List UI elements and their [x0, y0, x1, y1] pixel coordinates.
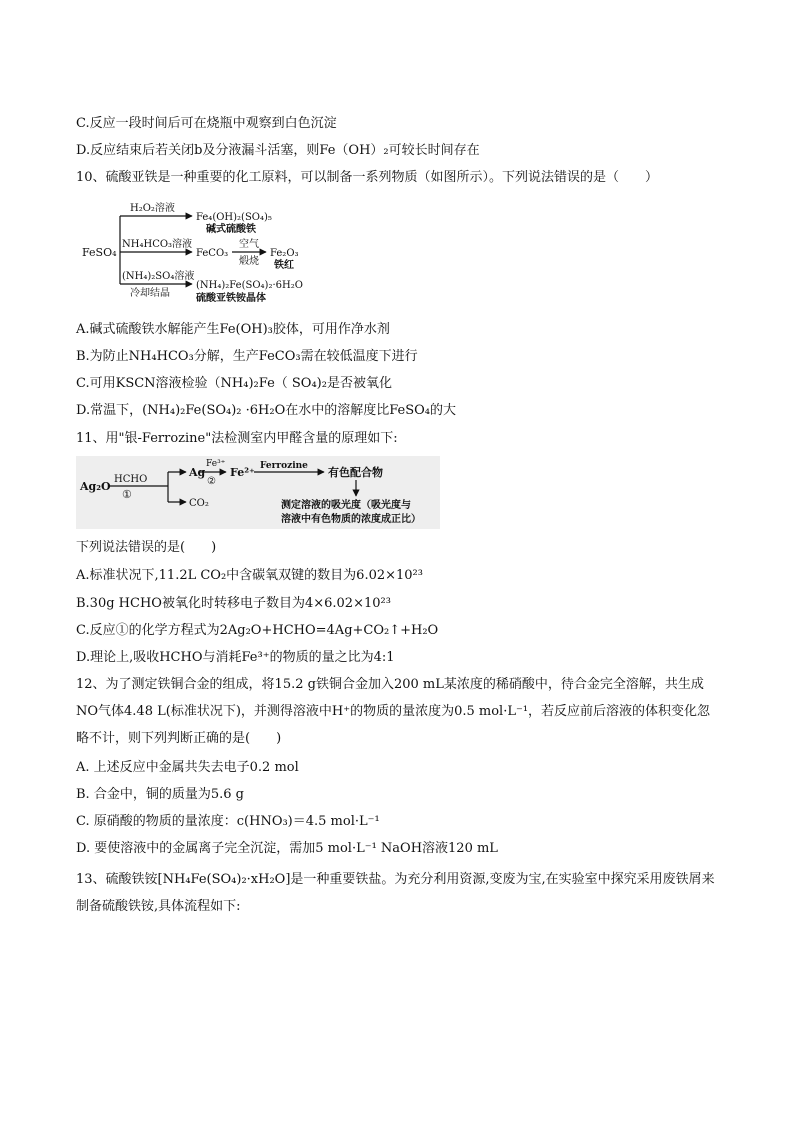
q10-fig-reagent-ammonium-sulfate: (NH₄)₂SO₄溶液 [122, 271, 195, 282]
q10-option-c: C.可用KSCN溶液检验（NH₄)₂Fe（ SO₄)₂是否被氧化 [76, 376, 392, 391]
q12-option-c: C. 原硝酸的物质的量浓度：c(HNO₃)＝4.5 mol·L⁻¹ [76, 814, 380, 829]
q11-fig-colored-complex: 有色配合物 [328, 466, 383, 479]
q10-fig-condition-calcine: 煅烧 [239, 256, 259, 267]
q10-fig-product-mohr-salt: (NH₄)₂Fe(SO₄)₂·6H₂O [196, 280, 303, 291]
q10-fig-reagent-h2o2: H₂O₂溶液 [130, 203, 175, 214]
q12-option-b: B. 合金中，铜的质量为5.6 g [76, 787, 244, 802]
q12-stem: 12、为了测定铁铜合金的组成，将15.2 g铁铜合金加入200 mL某浓度的稀硝酸中，待合金完全溶解，共生成NO气体4.48 L(标准状况下)，并测得溶液中H⁺的物质的量浓度为0.5 mol·L⁻¹，若反应前后溶液的体积变化忽略不计，则下列判断正确的是( ) [76, 677, 711, 746]
q11-fig-fe2: Fe²⁺ [230, 466, 255, 479]
q11-fig-ag2o: Ag₂O [80, 480, 111, 493]
q11-question: 下列说法错误的是( ) [76, 540, 217, 555]
q10-fig-name-basic-sulfate: 碱式硫酸铁 [206, 224, 256, 235]
q10-stem: 10、硫酸亚铁是一种重要的化工原料，可以制备一系列物质（如图所示）。下列说法错误的是（ ） [76, 170, 659, 185]
q11-fig-reagent-hcho: HCHO [114, 474, 148, 485]
q9-option-d: D.反应结束后若关闭b及分液漏斗活塞，则Fe（OH）₂可较长时间存在 [76, 143, 480, 158]
q11-fig-note-line1: 测定溶液的吸光度（吸光度与 [281, 500, 411, 511]
q11-option-a: A.标准状况下,11.2L CO₂中含碳氧双键的数目为6.02×10²³ [76, 568, 423, 583]
q11-option-c: C.反应①的化学方程式为2Ag₂O+HCHO=4Ag+CO₂↑+H₂O [76, 623, 439, 638]
q11-fig-co2: CO₂ [189, 498, 209, 509]
q10-fig-name-mohr-salt: 硫酸亚铁铵晶体 [196, 293, 266, 304]
q10-fig-feso4: FeSO₄ [82, 246, 117, 259]
q11-fig-reagent-fe3: Fe³⁺ [206, 459, 226, 469]
q10-option-a: A.碱式硫酸铁水解能产生Fe(OH)₃胶体，可用作净水剂 [76, 322, 390, 337]
q10-fig-condition-cooling: 冷却结晶 [130, 288, 170, 299]
q11-option-b: B.30g HCHO被氧化时转移电子数目为4×6.02×10²³ [76, 596, 391, 611]
q12-option-a: A. 上述反应中金属共失去电子0.2 mol [76, 760, 299, 775]
q10-fig-name-iron-red: 铁红 [274, 260, 294, 271]
q12-option-d: D. 要使溶液中的金属离子完全沉淀，需加5 mol·L⁻¹ NaOH溶液120 mL [76, 841, 498, 856]
q11-scheme-figure [76, 456, 440, 529]
q10-fig-product-basic-sulfate: Fe₄(OH)₂(SO₄)₅ [196, 212, 272, 223]
q10-fig-condition-air: 空气 [239, 239, 259, 250]
q11-fig-step2: ② [207, 476, 216, 487]
q11-option-d: D.理论上,吸收HCHO与消耗Fe³⁺的物质的量之比为4:1 [76, 650, 395, 665]
q10-scheme-figure [80, 196, 318, 308]
q13-stem: 13、硫酸铁铵[NH₄Fe(SO₄)₂·xH₂O]是一种重要铁盐。为充分利用资源,变废为宝,在实验室中探究采用废铁屑来制备硫酸铁铵,具体流程如下: [76, 872, 715, 914]
q10-option-d: D.常温下，(NH₄)₂Fe(SO₄)₂ ·6H₂O在水中的溶解度比FeSO₄的大 [76, 403, 457, 418]
q10-fig-product-feco3: FeCO₃ [196, 248, 229, 259]
q11-stem: 11、用"银-Ferrozine"法检测室内甲醛含量的原理如下: [76, 431, 398, 446]
q10-fig-reagent-nh4hco3: NH₄HCO₃溶液 [122, 239, 193, 250]
q11-fig-ag: Ag [189, 466, 206, 479]
q11-fig-step1: ① [122, 488, 132, 501]
q9-option-c: C.反应一段时间后可在烧瓶中观察到白色沉淀 [76, 116, 337, 131]
q10-fig-product-fe2o3: Fe₂O₃ [270, 248, 299, 259]
q10-option-b: B.为防止NH₄HCO₃分解，生产FeCO₃需在较低温度下进行 [76, 349, 418, 364]
q11-fig-note-line2: 溶液中有色物质的浓度成正比） [281, 514, 421, 525]
q11-fig-reagent-ferrozine: Ferrozine [260, 461, 308, 471]
